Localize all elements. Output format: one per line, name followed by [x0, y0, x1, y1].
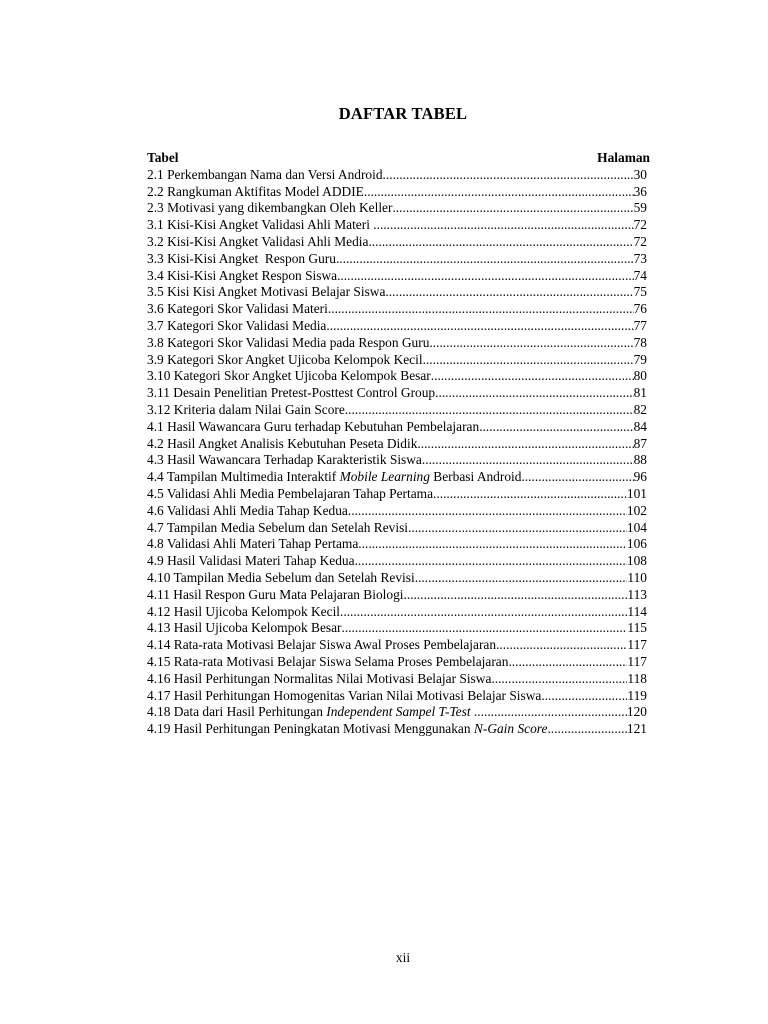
toc-entry-title: [147, 318, 326, 335]
dot-leader: [364, 184, 634, 201]
toc-entry: [147, 385, 647, 402]
toc-entry-page: 82: [633, 401, 647, 417]
toc-entry: [147, 419, 647, 436]
toc-entry-title: [147, 486, 433, 503]
toc-entry-page: 78: [633, 334, 647, 350]
dot-leader: [383, 167, 634, 184]
toc-entry-title: [147, 436, 417, 453]
table-of-tables: [147, 150, 650, 738]
dot-leader: [342, 620, 628, 637]
toc-entry: [147, 469, 647, 486]
toc-entry-page: 72: [633, 217, 647, 233]
toc-entry-title: [147, 536, 358, 553]
toc-entry-page: 102: [626, 502, 647, 518]
dot-leader: [345, 402, 634, 419]
toc-entry-text: 2.2 Rangkuman Aktifitas Model ADDIE: [147, 183, 364, 199]
toc-entry-text: 3.2 Kisi-Kisi Angket Validasi Ahli Media: [147, 233, 369, 249]
toc-entry: [147, 200, 647, 217]
dot-leader: [385, 284, 633, 301]
toc-entry-title: [147, 452, 422, 469]
dot-leader: [417, 436, 633, 453]
dot-leader: [336, 251, 634, 268]
toc-entry-text: 4.3 Hasil Wawancara Terhadap Karakteristik Siswa: [147, 452, 422, 468]
toc-entry-title: [147, 620, 342, 637]
toc-entry-title: [147, 520, 408, 537]
column-label-halaman: Halaman: [597, 150, 650, 165]
toc-entry-text: 3.3 Kisi-Kisi Angket Respon Guru: [147, 250, 336, 266]
toc-entry: [147, 503, 647, 520]
toc-entry-page: 36: [633, 183, 647, 199]
toc-entry: [147, 604, 647, 621]
dot-leader: [429, 335, 633, 352]
toc-entry: [147, 352, 647, 369]
toc-entry-title: [147, 284, 385, 301]
toc-entry-page: 84: [633, 418, 647, 434]
toc-entry: [147, 251, 647, 268]
toc-entry-text: 4.12 Hasil Ujicoba Kelompok Kecil: [147, 603, 341, 619]
toc-entry: [147, 217, 647, 234]
toc-entry-page: 101: [626, 485, 647, 501]
toc-entry-page: 106: [626, 536, 647, 552]
dot-leader: [496, 637, 627, 654]
page-number: xii: [395, 950, 411, 965]
toc-entry-text-tail: Berbasi Android: [429, 469, 522, 485]
toc-entry-text: 3.8 Kategori Skor Validasi Media pada Respon Guru: [147, 334, 430, 350]
dot-leader: [368, 234, 633, 251]
toc-entry: [147, 553, 647, 570]
toc-entry: [147, 671, 647, 688]
toc-entry: [147, 536, 647, 553]
toc-entry: [147, 637, 647, 654]
toc-entry-page: 75: [633, 284, 647, 300]
page-title: DAFTAR TABEL: [338, 104, 468, 123]
toc-entry-page: 110: [627, 569, 647, 585]
dot-leader: [358, 536, 627, 553]
dot-leader: [328, 301, 634, 318]
toc-entry-text: 3.10 Kategori Skor Angket Ujicoba Kelompok Besar: [147, 368, 431, 384]
toc-entry-text: 4.18 Data dari Hasil Perhitungan: [147, 704, 327, 720]
toc-entry-italic-text: Mobile Learning: [339, 469, 430, 485]
toc-entry: [147, 654, 647, 671]
toc-entry-text: 3.5 Kisi Kisi Angket Motivasi Belajar Siswa: [147, 284, 386, 300]
toc-entry: [147, 268, 647, 285]
toc-entry-title: [147, 553, 355, 570]
toc-entry-text: 4.2 Hasil Angket Analisis Kebutuhan Peseta Didik: [147, 435, 418, 451]
toc-entry-page: 76: [633, 301, 647, 317]
toc-entry-text: 4.11 Hasil Respon Guru Mata Pelajaran Biologi: [147, 586, 404, 602]
toc-entry-title: [147, 167, 383, 184]
toc-entry-page: 80: [633, 368, 647, 384]
toc-entry-text: 4.8 Validasi Ahli Materi Tahap Pertama: [147, 536, 359, 552]
toc-entry-text: 3.1 Kisi-Kisi Angket Validasi Ahli Materi: [147, 217, 374, 233]
toc-entry: [147, 452, 647, 469]
toc-entry-italic-text: Independent Sampel T-Test: [326, 704, 471, 720]
dot-leader: [521, 469, 633, 486]
toc-entry-title: [147, 385, 435, 402]
toc-entry: [147, 234, 647, 251]
dot-leader: [547, 721, 626, 738]
toc-list: [147, 167, 647, 738]
toc-entry-text: 4.6 Validasi Ahli Media Tahap Kedua: [147, 502, 348, 518]
toc-entry-page: 108: [626, 553, 647, 569]
toc-entry: [147, 704, 647, 721]
toc-entry-text: 4.19 Hasil Perhitungan Peningkatan Motivasi Menggunakan: [147, 721, 474, 737]
toc-entry: [147, 436, 647, 453]
toc-entry-page: 104: [626, 519, 647, 535]
toc-entry: [147, 284, 647, 301]
dot-leader: [479, 419, 633, 436]
toc-entry-page: 81: [633, 385, 647, 401]
toc-entry-title: [147, 704, 474, 721]
toc-entry-page: 73: [633, 250, 647, 266]
toc-entry-text: 4.10 Tampilan Media Sebelum dan Setelah Revisi: [147, 569, 415, 585]
toc-entry-text: 4.17 Hasil Perhitungan Homogenitas Varian Nilai Motivasi Belajar Siswa: [147, 687, 542, 703]
toc-entry-title: [147, 184, 364, 201]
toc-entry-italic-text: N-Gain Score: [473, 721, 548, 737]
toc-entry-page: 119: [627, 687, 647, 703]
toc-entry-title: [147, 368, 431, 385]
toc-entry-page: 88: [633, 452, 647, 468]
toc-entry-title: [147, 268, 337, 285]
dot-leader: [435, 385, 633, 402]
toc-entry: [147, 335, 647, 352]
column-label-tabel: Tabel: [147, 150, 179, 165]
toc-entry-title: [147, 604, 340, 621]
toc-header: [147, 150, 650, 167]
toc-entry-text: 3.7 Kategori Skor Validasi Media: [147, 317, 327, 333]
toc-entry-text: 4.5 Validasi Ahli Media Pembelajaran Tahap Pertama: [147, 485, 434, 501]
toc-entry-title: [147, 402, 345, 419]
toc-entry-text: 4.1 Hasil Wawancara Guru terhadap Kebutuhan Pembelajaran: [147, 418, 480, 434]
toc-entry-page: 115: [627, 620, 647, 636]
dot-leader: [541, 688, 627, 705]
toc-entry-page: 121: [626, 721, 647, 737]
toc-entry: [147, 721, 647, 738]
toc-entry-text: 3.12 Kriteria dalam Nilai Gain Score: [147, 401, 345, 417]
dot-leader: [392, 200, 633, 217]
toc-entry-text: 4.13 Hasil Ujicoba Kelompok Besar: [147, 620, 342, 636]
toc-entry-title: [147, 721, 547, 738]
toc-entry-title: [147, 301, 328, 318]
toc-entry-page: 77: [633, 317, 647, 333]
toc-entry: [147, 368, 647, 385]
dot-leader: [491, 671, 627, 688]
toc-entry-title: [147, 688, 541, 705]
toc-entry-text: 3.11 Desain Penelitian Pretest-Posttest Control Group: [147, 385, 436, 401]
toc-entry-text: 4.15 Rata-rata Motivasi Belajar Siswa Selama Proses Pembelajaran: [147, 653, 509, 669]
toc-entry-title: [147, 335, 429, 352]
toc-entry-title: [147, 352, 423, 369]
toc-entry-page: 117: [627, 637, 647, 653]
toc-entry-title: [147, 570, 415, 587]
toc-entry-title: [147, 469, 521, 486]
toc-entry: [147, 570, 647, 587]
toc-entry-title: [147, 419, 479, 436]
toc-entry-text: 4.4 Tampilan Multimedia Interaktif: [147, 469, 340, 485]
dot-leader: [431, 368, 634, 385]
toc-entry-title: [147, 217, 373, 234]
toc-entry-title: [147, 637, 496, 654]
toc-entry: [147, 301, 647, 318]
toc-entry-text: 3.4 Kisi-Kisi Angket Respon Siswa: [147, 267, 338, 283]
toc-entry-page: 74: [633, 267, 647, 283]
toc-entry: [147, 402, 647, 419]
toc-entry-text: 4.9 Hasil Validasi Materi Tahap Kedua: [147, 553, 355, 569]
dot-leader: [326, 318, 633, 335]
dot-leader: [404, 587, 628, 604]
dot-leader: [340, 604, 627, 621]
dot-leader: [508, 654, 627, 671]
dot-leader: [433, 486, 627, 503]
toc-entry-title: [147, 251, 336, 268]
toc-entry-page: 72: [633, 233, 647, 249]
dot-leader: [348, 503, 627, 520]
toc-entry-page: 113: [627, 586, 647, 602]
toc-entry-page: 79: [633, 351, 647, 367]
toc-entry: [147, 587, 647, 604]
toc-entry-page: 118: [627, 670, 647, 686]
toc-entry-title: [147, 671, 491, 688]
toc-entry-page: 87: [633, 435, 647, 451]
dot-leader: [373, 217, 633, 234]
toc-entry-text: 2.1 Perkembangan Nama dan Versi Android: [147, 166, 383, 182]
toc-entry-page: 120: [626, 704, 647, 720]
toc-entry-text: 3.6 Kategori Skor Validasi Materi: [147, 301, 328, 317]
toc-entry-text: 2.3 Motivasi yang dikembangkan Oleh Keller: [147, 200, 393, 216]
toc-entry: [147, 184, 647, 201]
toc-entry: [147, 688, 647, 705]
dot-leader: [408, 520, 627, 537]
dot-leader: [415, 570, 628, 587]
toc-entry-title: [147, 234, 368, 251]
dot-leader: [474, 704, 627, 721]
toc-entry-text: 4.7 Tampilan Media Sebelum dan Setelah Revisi: [147, 519, 408, 535]
dot-leader: [355, 553, 627, 570]
toc-entry: [147, 520, 647, 537]
toc-entry-page: 59: [633, 200, 647, 216]
toc-entry: [147, 318, 647, 335]
toc-entry-title: [147, 503, 348, 520]
dot-leader: [422, 452, 634, 469]
toc-entry-text: 3.9 Kategori Skor Angket Ujicoba Kelompok Kecil: [147, 351, 423, 367]
dot-leader: [423, 352, 634, 369]
toc-entry-page: 96: [633, 469, 647, 485]
toc-entry-title: [147, 587, 404, 604]
toc-entry-page: 117: [627, 653, 647, 669]
dot-leader: [337, 268, 634, 285]
toc-entry-title: [147, 654, 508, 671]
toc-entry-text: 4.14 Rata-rata Motivasi Belajar Siswa Awal Proses Pembelajaran: [147, 637, 497, 653]
toc-entry-title: [147, 200, 392, 217]
toc-entry: [147, 486, 647, 503]
toc-entry: [147, 620, 647, 637]
toc-entry-page: 114: [627, 603, 647, 619]
toc-entry: [147, 167, 647, 184]
toc-entry-page: 30: [633, 166, 647, 182]
toc-entry-text: 4.16 Hasil Perhitungan Normalitas Nilai Motivasi Belajar Siswa: [147, 670, 492, 686]
